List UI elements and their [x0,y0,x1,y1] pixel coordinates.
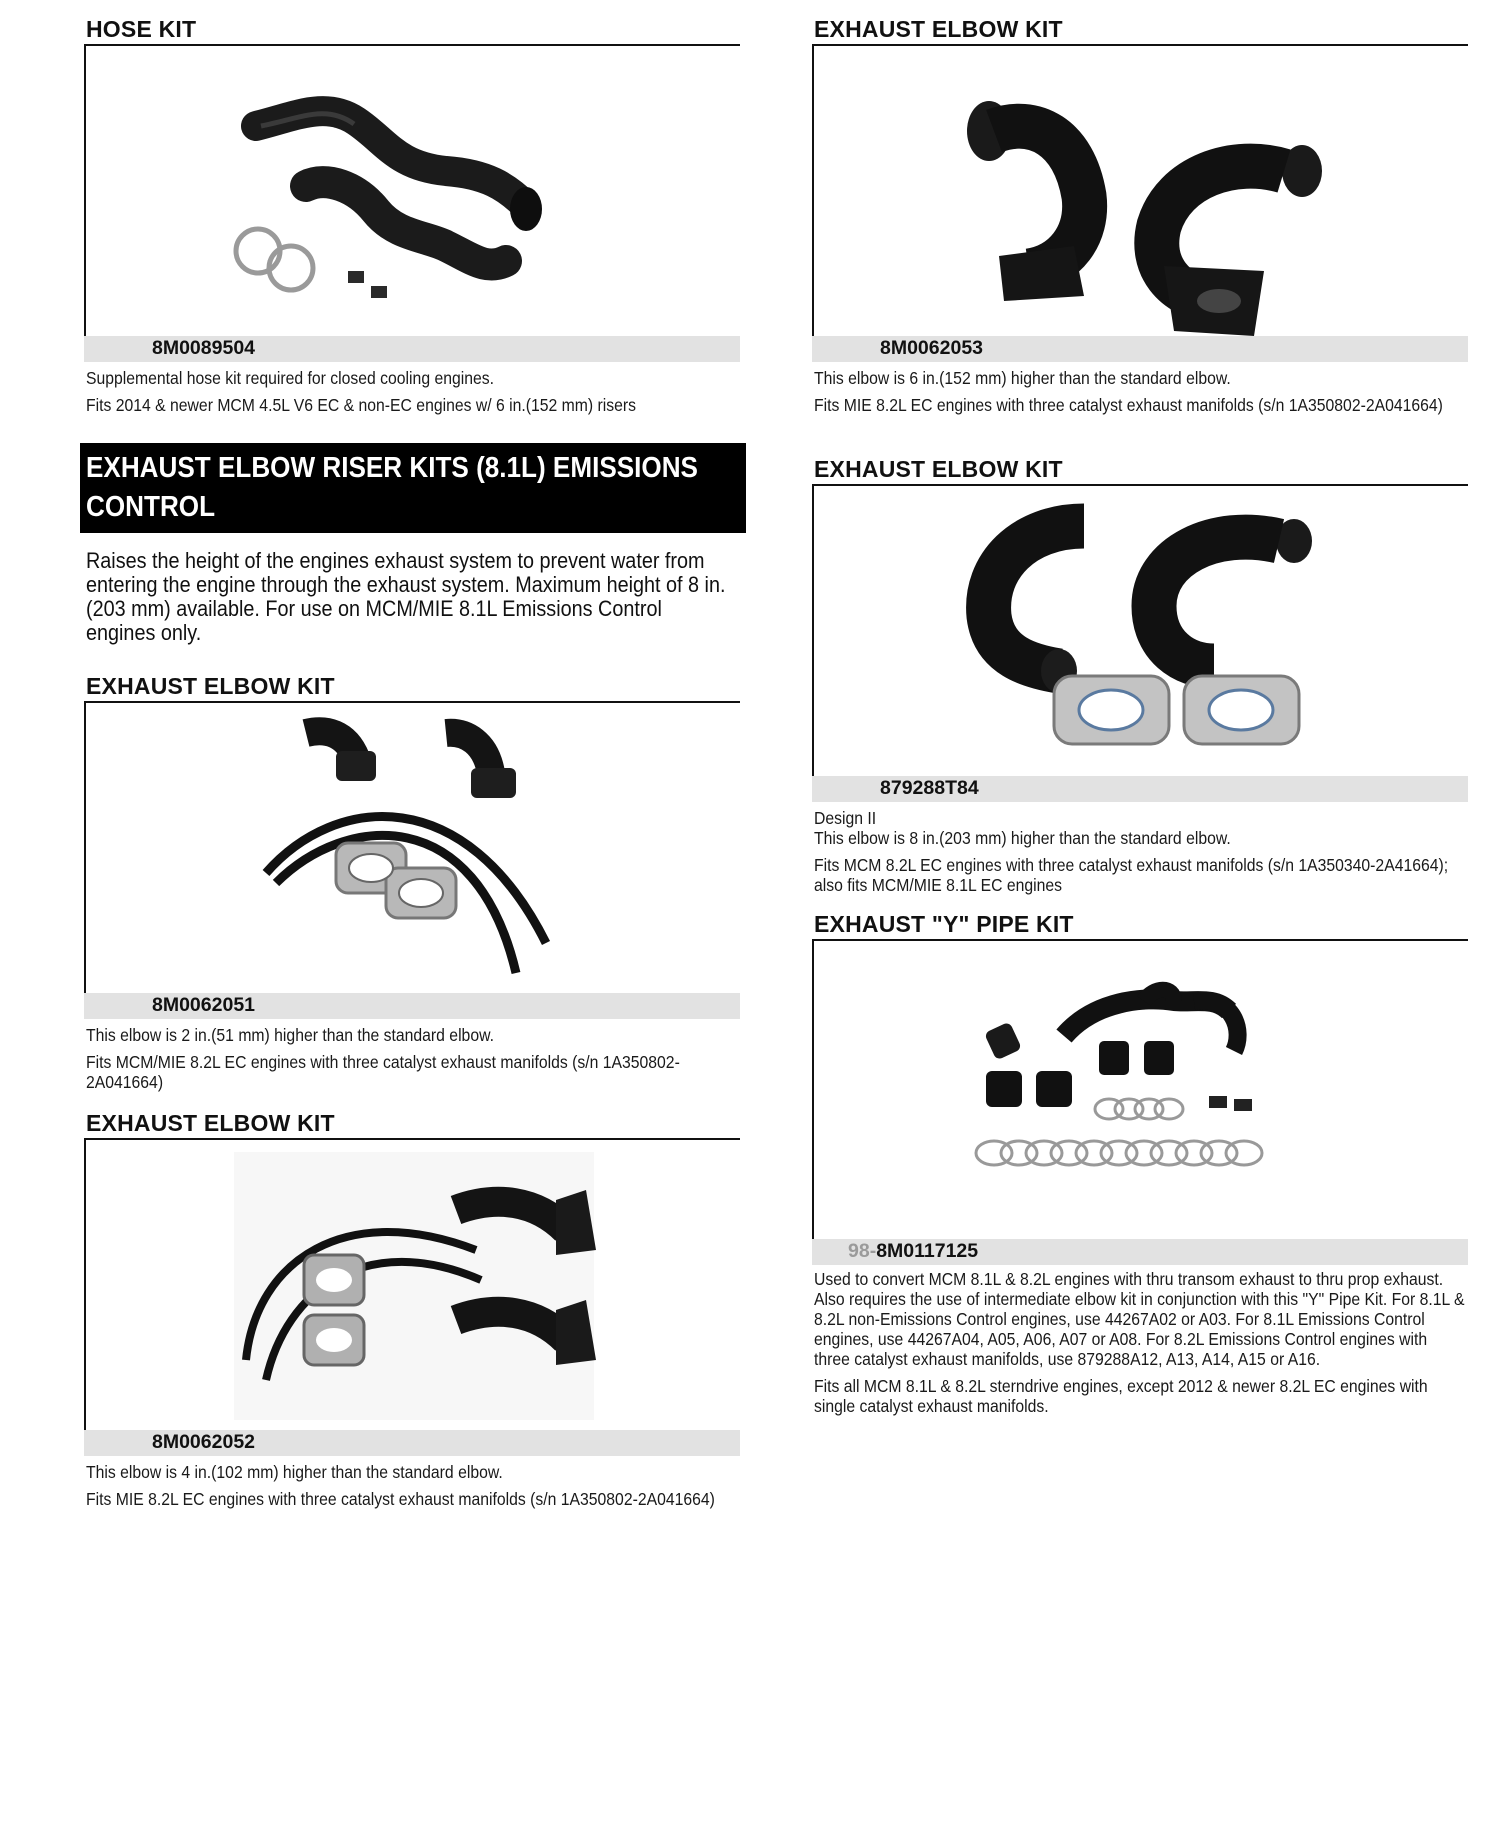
kit-title: EXHAUST ELBOW KIT [86,1110,335,1136]
description-line: Used to convert MCM 8.1L & 8.2L engines with thru transom exhaust to thru prop exhaust. [814,1269,1444,1289]
description-line: Fits all MCM 8.1L & 8.2L sterndrive engines, except 2012 & newer 8.2L EC engines with single catalyst exhaust manifolds. [814,1376,1428,1416]
part-number: 8M0062052 [152,1431,256,1453]
part-number: 879288T84 [880,777,979,799]
section-heading-banner [80,443,746,533]
product-image-frame [84,46,742,356]
description-line: This elbow is 4 in.(102 mm) higher than the standard elbow. [86,1462,503,1482]
kit-title: EXHAUST ELBOW KIT [814,16,1063,42]
part-number-bar [84,1430,740,1456]
section-intro: Raises the height of the engines exhaust system to prevent water from entering the engine through the exhaust system. Maximum height of 8 in.(203 mm) available. For use on MCM/MIE 8.1L Emissions Control engines only. [86,548,726,645]
part-number [848,1240,978,1263]
kit-description [814,1269,1466,1423]
product-image-frame [84,703,742,993]
description-line: Fits MCM/MIE 8.2L EC engines with three catalyst exhaust manifolds (s/n 1A350802-2A041664) [86,1052,680,1092]
part-number-bar [84,993,740,1019]
description-line: This elbow is 6 in.(152 mm) higher than the standard elbow. [814,368,1231,388]
product-image-frame [812,941,1470,1239]
kit-description [814,368,1466,422]
product-image-frame [84,1140,742,1430]
part-number: 8M0089504 [152,337,256,359]
part-number-value: 8M0117125 [876,1240,979,1262]
elbow-kit-2in-image [86,703,742,993]
elbow-kit-4in-image [86,1140,742,1430]
design-label: Design II [814,808,877,828]
elbow-kit-8in-image [814,486,1470,776]
description-line: Fits MIE 8.2L EC engines with three catalyst exhaust manifolds (s/n 1A350802-2A041664) [814,395,1443,415]
kit-description [86,1462,738,1516]
kit-description [814,808,1466,902]
description-line: This elbow is 8 in.(203 mm) higher than the standard elbow. [814,828,1231,848]
kit-title: HOSE KIT [86,16,197,42]
hose-kit-image [86,46,742,356]
y-pipe-kit-image [814,941,1470,1239]
kit-title: EXHAUST ELBOW KIT [814,456,1063,482]
description-line: Supplemental hose kit required for closed cooling engines. [86,368,495,388]
part-prefix: 98- [848,1240,877,1262]
part-number: 8M0062053 [880,337,984,359]
kit-description [86,368,738,422]
product-image-frame [812,486,1470,776]
part-number-bar [812,1239,1468,1265]
kit-description [86,1025,738,1099]
description-line: This elbow is 2 in.(51 mm) higher than the standard elbow. [86,1025,494,1045]
product-image-frame [812,46,1470,356]
part-number-bar [812,776,1468,802]
description-line: Fits 2014 & newer MCM 4.5L V6 EC & non-EC engines w/ 6 in.(152 mm) risers [86,395,637,415]
kit-title: EXHAUST "Y" PIPE KIT [814,911,1074,937]
description-line: Fits MCM 8.2L EC engines with three catalyst exhaust manifolds (s/n 1A350340-2A41664); also fits MCM/MIE 8.1L EC engines [814,855,1449,895]
description-line: Fits MIE 8.2L EC engines with three catalyst exhaust manifolds (s/n 1A350802-2A041664) [86,1489,715,1509]
part-number-bar [812,336,1468,362]
description-line: Also requires the use of intermediate elbow kit in conjunction with this "Y" Pipe Kit. For 8.1L & 8.2L non-Emissions Control engines, use 44267A02 or A03. For 8.1L Emissions Control engines, use 44267A04, A05, A06, A07 or A08. For 8.2L Emissions Control engines with three catalyst exhaust manifolds, use 879288A12, A13, A14, A15 or A16. [814,1289,1465,1369]
section-heading: EXHAUST ELBOW RISER KITS (8.1L) EMISSIONS CONTROL [86,452,698,523]
part-number: 8M0062051 [152,994,256,1016]
part-number-bar [84,336,740,362]
kit-title: EXHAUST ELBOW KIT [86,673,335,699]
elbow-kit-6in-image [814,46,1470,356]
